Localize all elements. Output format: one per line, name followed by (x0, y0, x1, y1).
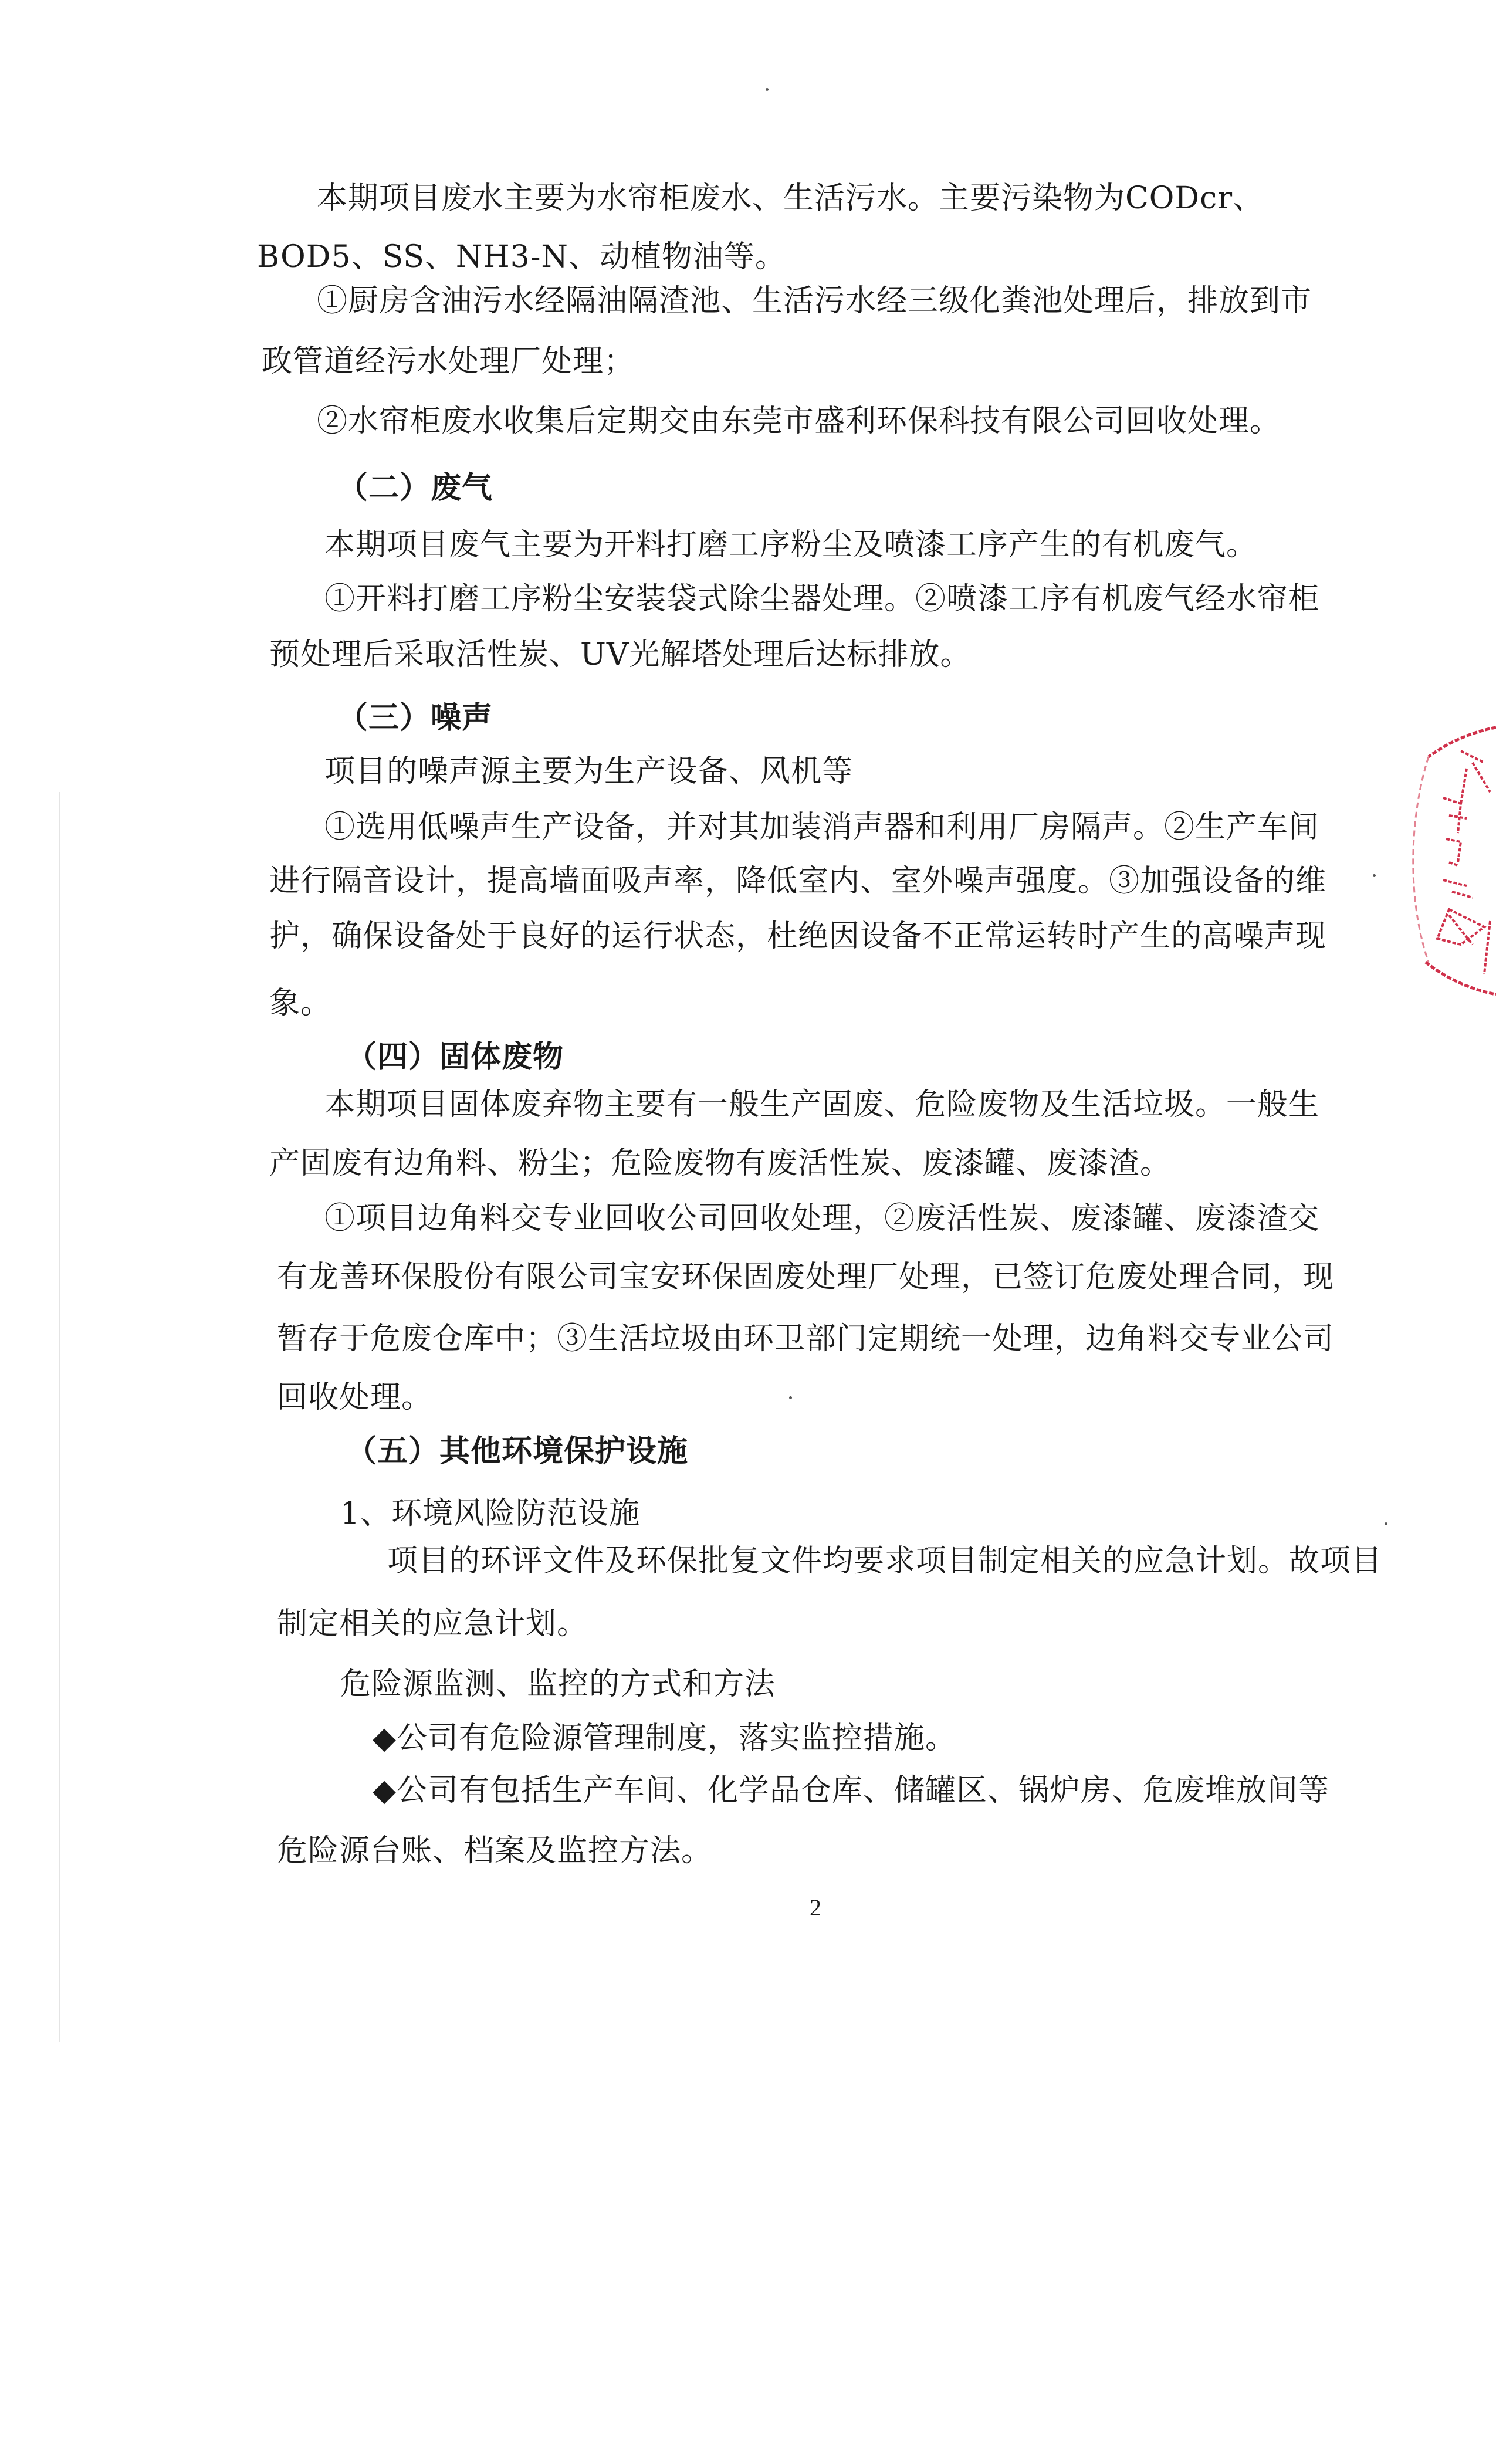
paragraph-line: 制定相关的应急计划。 (277, 1606, 588, 1641)
paragraph-line: 政管道经污水处理厂处理； (262, 344, 635, 379)
paragraph-line: 项目的噪声源主要为生产设备、风机等 (324, 754, 854, 789)
scan-margin-line (59, 792, 60, 2042)
paragraph-line: 预处理后采取活性炭、UV光解塔处理后达标排放。 (269, 637, 972, 672)
red-seal-stamp (1402, 716, 1496, 1011)
paragraph-line: 本期项目废气主要为开料打磨工序粉尘及喷漆工序产生的有机废气。 (324, 527, 1258, 563)
paragraph-line: 危险源台账、档案及监控方法。 (277, 1833, 713, 1869)
scan-speck (1385, 1522, 1387, 1525)
paragraph-line: 有龙善环保股份有限公司宝安环保固废处理厂处理，已签订危废处理合同，现 (277, 1260, 1335, 1295)
paragraph-line: 回收处理。 (277, 1380, 433, 1415)
paragraph-line: 本期项目废水主要为水帘柜废水、生活污水。主要污染物为CODcr、 (317, 181, 1264, 216)
scan-speck (1373, 874, 1376, 877)
paragraph-line: 象。 (269, 986, 332, 1021)
paragraph-line: 进行隔音设计，提高墙面吸声率，降低室内、室外噪声强度。③加强设备的维 (269, 864, 1327, 899)
scan-speck (766, 88, 769, 91)
bullet-line: ◆公司有包括生产车间、化学品仓库、储罐区、锅炉房、危废堆放间等 (373, 1773, 1329, 1808)
scan-speck (789, 1396, 792, 1399)
section-heading-solid-waste: （四）固体废物 (346, 1040, 564, 1075)
section-heading-waste-gas: （二）废气 (337, 471, 493, 506)
paragraph-line: 本期项目固体废弃物主要有一般生产固废、危险废物及生活垃圾。一般生 (324, 1087, 1320, 1122)
paragraph-line: 产固废有边角料、粉尘；危险废物有废活性炭、废漆罐、废漆渣。 (269, 1146, 1172, 1181)
paragraph-line: 护，确保设备处于良好的运行状态，杜绝因设备不正常运转时产生的高噪声现 (269, 919, 1327, 954)
paragraph-line: 暂存于危废仓库中；③生活垃圾由环卫部门定期统一处理，边角料交专业公司 (277, 1321, 1335, 1356)
paragraph-line: BOD5、SS、NH3-N、动植物油等。 (257, 239, 786, 275)
paragraph-line: 危险源监测、监控的方式和方法 (340, 1667, 776, 1702)
bullet-line: ◆公司有危险源管理制度，落实监控措施。 (373, 1721, 956, 1756)
paragraph-line: ①厨房含油污水经隔油隔渣池、生活污水经三级化粪池处理后，排放到市 (317, 283, 1312, 319)
paragraph-line: ②水帘柜废水收集后定期交由东莞市盛利环保科技有限公司回收处理。 (317, 404, 1281, 439)
subsection-heading: 1、环境风险防范设施 (340, 1496, 641, 1531)
paragraph-line: ①项目边角料交专业回收公司回收处理，②废活性炭、废漆罐、废漆渣交 (324, 1201, 1320, 1236)
section-heading-other-facilities: （五）其他环境保护设施 (346, 1434, 689, 1469)
paragraph-line: ①选用低噪声生产设备，并对其加装消声器和利用厂房隔声。②生产车间 (324, 810, 1320, 845)
page-number: 2 (810, 1894, 821, 1921)
section-heading-noise: （三）噪声 (337, 700, 493, 736)
paragraph-line: 项目的环评文件及环保批复文件均要求项目制定相关的应急计划。故项目 (387, 1544, 1383, 1579)
paragraph-line: ①开料打磨工序粉尘安装袋式除尘器处理。②喷漆工序有机废气经水帘柜 (324, 581, 1320, 617)
